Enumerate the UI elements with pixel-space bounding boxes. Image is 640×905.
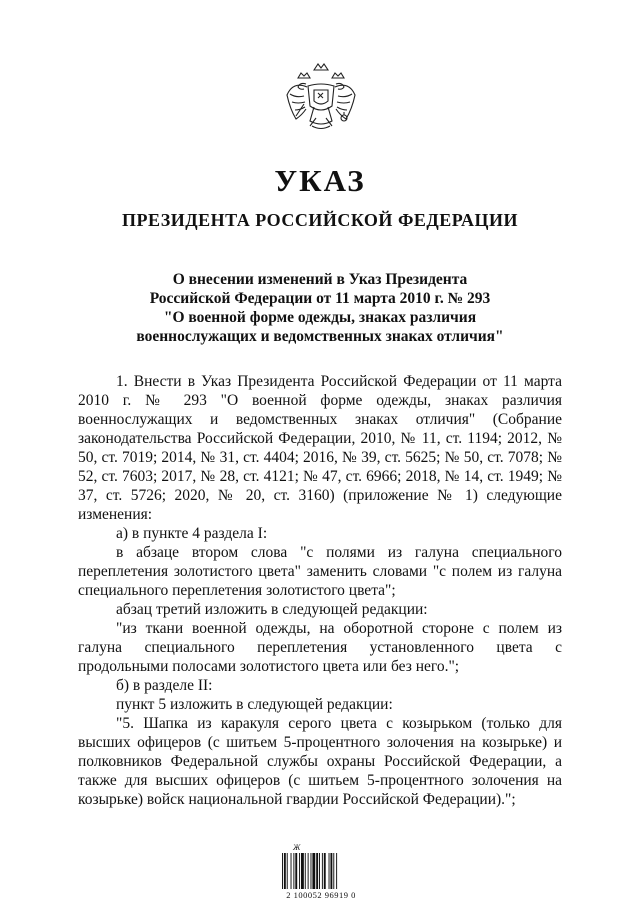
title-line: О внесении изменений в Указ Президента xyxy=(172,271,468,288)
barcode-icon xyxy=(282,853,358,889)
document-barcode xyxy=(280,843,360,903)
body-paragraph: 1. Внести в Указ Президента Российской Федерации от 11 марта 2010 г. № 293 "О военной форме одежды, знаках различия военнослужащих и ведомственных знаках отличия" (Собрание законодательства Российской Федерации, 2010, № 11, ст. 1194; 2012, № 50, ст. 7019; 2014, № 31, ст. 4404; 2016, № 39, ст. 5625; № 50, ст. 7078; № 52, ст. 7603; 2017, № 28, ст. 4121; № 47, ст. 6966; 2018, № 14, ст. 1949; № 37, ст. 5726; 2020, № 20, ст. 3160) (приложение № 1) следующие изменения: xyxy=(78,373,562,523)
body-paragraph: пункт 5 изложить в следующей редакции: xyxy=(116,696,393,713)
body-paragraph: "из ткани военной одежды, на оборотной стороне с полем из галуна специального переплетения установленного цвета с продольными полосами золотистого цвета или без него."; xyxy=(78,620,562,675)
document-issuer-heading: ПРЕЗИДЕНТА РОССИЙСКОЙ ФЕДЕРАЦИИ xyxy=(122,210,518,230)
body-paragraph: абзац третий изложить в следующей редакции: xyxy=(116,601,428,618)
document-type-heading: УКАЗ xyxy=(274,163,366,198)
body-paragraph: "5. Шапка из каракуля серого цвета с козырьком (только для высших офицеров (с шитьем 5-процентного золочения на козырьке) и полковников Федеральной службы охраны Российской Федерации, а также для высших офицеров (с шитьем 5-процентного золочения на козырьке) войск национальной гвардии Российской Федерации)."; xyxy=(78,715,562,808)
body-paragraph: а) в пункте 4 раздела I: xyxy=(116,525,268,542)
document-body xyxy=(78,372,562,809)
barcode-mark: Ж xyxy=(293,843,301,852)
body-paragraph: в абзаце втором слова "с полями из галуна специального переплетения золотистого цвета" заменить словами "с полем из галуна специального переплетения золотистого цвета"; xyxy=(78,544,562,599)
barcode-number: 2 100052 96919 0 xyxy=(286,890,356,900)
body-paragraph: б) в разделе II: xyxy=(116,677,213,694)
title-line: военнослужащих и ведомственных знаках отличия" xyxy=(136,328,504,345)
title-line: "О военной форме одежды, знаках различия xyxy=(163,309,477,326)
title-line: Российской Федерации от 11 марта 2010 г. № 293 xyxy=(149,290,491,307)
document-title xyxy=(100,270,540,346)
coat-of-arms-emblem xyxy=(276,60,366,146)
